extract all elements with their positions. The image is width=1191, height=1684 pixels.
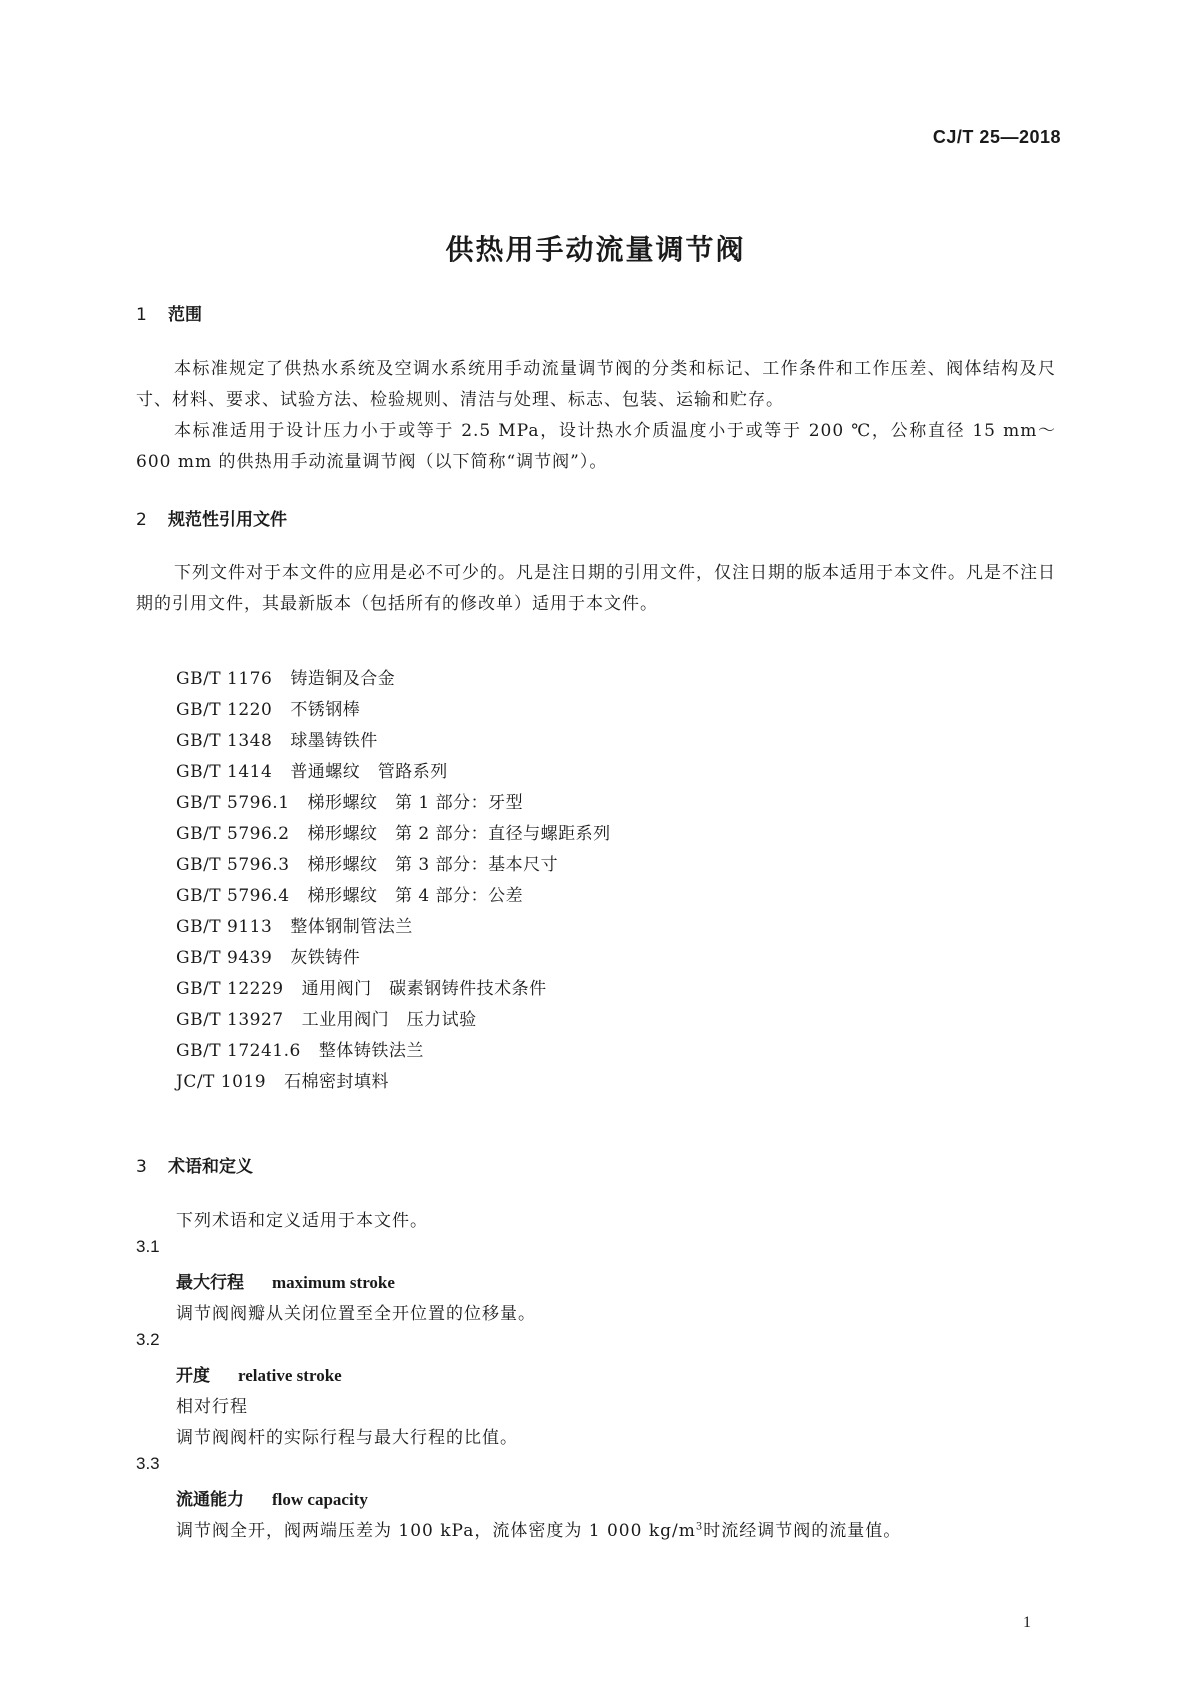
reference-item — [176, 819, 611, 850]
reference-code: GB/T 5796.1 — [176, 793, 290, 813]
term-name-en: flow capacity — [272, 1490, 368, 1509]
section-number: 2 — [136, 510, 147, 530]
reference-title: 通用阀门 碳素钢铸件技术条件 — [301, 979, 547, 999]
reference-title: 梯形螺纹 第 4 部分：公差 — [307, 886, 524, 906]
term-number: 3.2 — [136, 1330, 160, 1349]
reference-title: 梯形螺纹 第 1 部分：牙型 — [307, 793, 524, 813]
reference-code: GB/T 1414 — [176, 762, 273, 782]
term-name — [176, 1361, 342, 1386]
reference-code: GB/T 17241.6 — [176, 1041, 301, 1061]
reference-code: GB/T 5796.4 — [176, 886, 290, 906]
reference-code: GB/T 1220 — [176, 700, 273, 720]
reference-title: 灰铁铸件 — [290, 948, 361, 968]
document-title: 供热用手动流量调节阀 — [445, 233, 746, 266]
reference-item — [176, 695, 611, 726]
section-3-intro: 下列术语和定义适用于本文件。 — [176, 1211, 428, 1231]
section-2-paragraph-1: 下列文件对于本文件的应用是必不可少的。凡是注日期的引用文件，仅注日期的版本适用于本文件。凡是不注日期的引用文件，其最新版本（包括所有的修改单）适用于本文件。 — [136, 563, 1056, 614]
reference-item — [176, 974, 611, 1005]
section-1-paragraph-2: 本标准适用于设计压力小于或等于 2.5 MPa，设计热水介质温度小于或等于 200 ℃，公称直径 15 mm～600 mm 的供热用手动流量调节阀（以下简称“调节阀”）。 — [136, 421, 1056, 472]
term-name — [176, 1485, 368, 1510]
section-3-heading — [136, 1152, 253, 1177]
reference-title: 石棉密封填料 — [284, 1072, 390, 1092]
reference-title: 球墨铸铁件 — [290, 731, 378, 751]
term-definition-part: 调节阀全开，阀两端压差为 100 kPa，流体密度为 1 000 kg/m — [176, 1521, 696, 1541]
reference-title: 普通螺纹 管路系列 — [290, 762, 448, 782]
reference-item — [176, 943, 611, 974]
section-number: 1 — [136, 305, 147, 325]
term-name — [176, 1268, 395, 1293]
term-name-en: relative stroke — [238, 1366, 342, 1385]
reference-item — [176, 881, 611, 912]
reference-code: GB/T 5796.3 — [176, 855, 290, 875]
term-admitted-name: 相对行程 — [176, 1397, 248, 1417]
reference-item — [176, 912, 611, 943]
reference-title: 铸造铜及合金 — [290, 669, 396, 689]
reference-item — [176, 788, 611, 819]
reference-item — [176, 757, 611, 788]
section-1-paragraph-1: 本标准规定了供热水系统及空调水系统用手动流量调节阀的分类和标记、工作条件和工作压差、阀体结构及尺寸、材料、要求、试验方法、检验规则、清洁与处理、标志、包装、运输和贮存。 — [136, 359, 1056, 410]
reference-title: 整体钢制管法兰 — [290, 917, 413, 937]
reference-code: GB/T 12229 — [176, 979, 284, 999]
section-1-heading — [136, 300, 202, 325]
reference-code: GB/T 1176 — [176, 669, 273, 689]
term-definition: 调节阀阀瓣从关闭位置至全开位置的位移量。 — [176, 1304, 536, 1324]
section-title: 范围 — [168, 305, 202, 325]
reference-title: 整体铸铁法兰 — [318, 1041, 424, 1061]
reference-code: GB/T 13927 — [176, 1010, 284, 1030]
section-title: 术语和定义 — [168, 1157, 253, 1177]
page-number: 1 — [1023, 1614, 1031, 1631]
term-number: 3.3 — [136, 1454, 160, 1473]
term-name-zh: 流通能力 — [176, 1490, 244, 1510]
normative-references-list — [176, 664, 611, 1098]
reference-item — [176, 1067, 611, 1098]
reference-item — [176, 664, 611, 695]
reference-code: GB/T 1348 — [176, 731, 273, 751]
section-title: 规范性引用文件 — [168, 510, 287, 530]
term-definition: 调节阀阀杆的实际行程与最大行程的比值。 — [176, 1428, 518, 1448]
reference-item — [176, 726, 611, 757]
term-number: 3.1 — [136, 1237, 160, 1256]
standard-number: CJ/T 25—2018 — [932, 127, 1061, 147]
term-name-en: maximum stroke — [272, 1273, 395, 1292]
term-name-zh: 最大行程 — [176, 1273, 244, 1293]
reference-item — [176, 1005, 611, 1036]
reference-title: 不锈钢棒 — [290, 700, 361, 720]
reference-code: GB/T 9439 — [176, 948, 273, 968]
reference-item — [176, 1036, 611, 1067]
section-number: 3 — [136, 1157, 147, 1177]
reference-title: 梯形螺纹 第 2 部分：直径与螺距系列 — [307, 824, 611, 844]
term-definition — [176, 1516, 901, 1541]
term-definition-part: 时流经调节阀的流量值。 — [703, 1521, 902, 1541]
reference-title: 工业用阀门 压力试验 — [301, 1010, 477, 1030]
reference-item — [176, 850, 611, 881]
reference-title: 梯形螺纹 第 3 部分：基本尺寸 — [307, 855, 559, 875]
section-2-heading — [136, 505, 287, 530]
term-name-zh: 开度 — [176, 1366, 210, 1386]
reference-code: JC/T 1019 — [176, 1072, 267, 1092]
reference-code: GB/T 9113 — [176, 917, 273, 937]
reference-code: GB/T 5796.2 — [176, 824, 290, 844]
superscript: 3 — [695, 1521, 704, 1533]
